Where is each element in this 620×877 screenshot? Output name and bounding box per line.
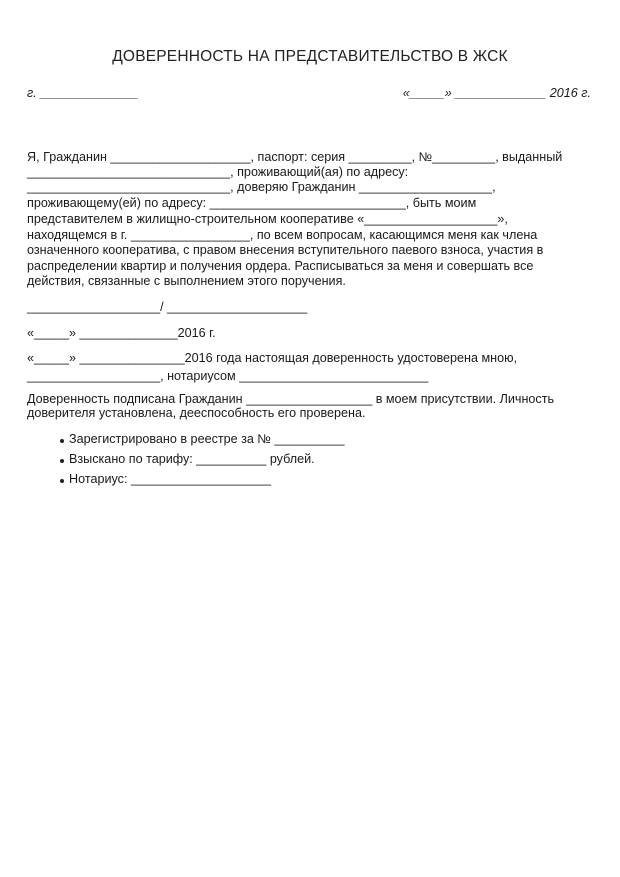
body-line: Я, Гражданин ____________________, паспорт: серия _________, №_________, выданный bbox=[27, 150, 563, 164]
body-line: _____________________________, доверяю Гражданин ___________________, bbox=[27, 180, 496, 194]
body-line: означенного кооператива, с правом внесения вступительного паевого взноса, участия в bbox=[27, 243, 544, 257]
body-line: проживающему(ей) по адресу: ____________________________, быть моим bbox=[27, 196, 477, 210]
body-line: действия, связанные с выполнением этого поручения. bbox=[27, 274, 346, 288]
list-item: Зарегистрировано в реестре за № __________ bbox=[69, 432, 345, 446]
body-line: представителем в жилищно-строительном кооперативе «___________________», bbox=[27, 212, 508, 226]
bullet-icon bbox=[60, 479, 64, 483]
list-item: Взыскано по тарифу: __________ рублей. bbox=[69, 452, 315, 466]
body-line: распределении квартир и получения ордера. Расписываться за меня и совершать все bbox=[27, 259, 534, 273]
notary-line: «_____» _______________2016 года настоящая доверенность удостоверена мною, bbox=[27, 351, 518, 365]
body-line: находящемся в г. _________________, по всем вопросам, касающимся меня как члена bbox=[27, 228, 538, 242]
city-line: г. ______________ bbox=[27, 86, 139, 100]
date-line: «_____» _____________ 2016 г. bbox=[402, 86, 591, 100]
document-title: ДОВЕРЕННОСТЬ НА ПРЕДСТАВИТЕЛЬСТВО В ЖСК bbox=[112, 48, 508, 65]
signed-line: доверителя установлена, дееспособность его проверена. bbox=[27, 406, 366, 420]
notary-line: ___________________, нотариусом ___________________________ bbox=[27, 369, 429, 383]
date2-line: «_____» ______________2016 г. bbox=[27, 326, 216, 340]
bullet-icon bbox=[60, 439, 64, 443]
list-item: Нотариус: ____________________ bbox=[69, 472, 272, 486]
signed-line: Доверенность подписана Гражданин __________________ в моем присутствии. Личность bbox=[27, 392, 555, 406]
signature-line: ___________________/ ____________________ bbox=[27, 300, 308, 314]
bullet-icon bbox=[60, 459, 64, 463]
body-line: _____________________________, проживающий(ая) по адресу: bbox=[27, 165, 409, 179]
